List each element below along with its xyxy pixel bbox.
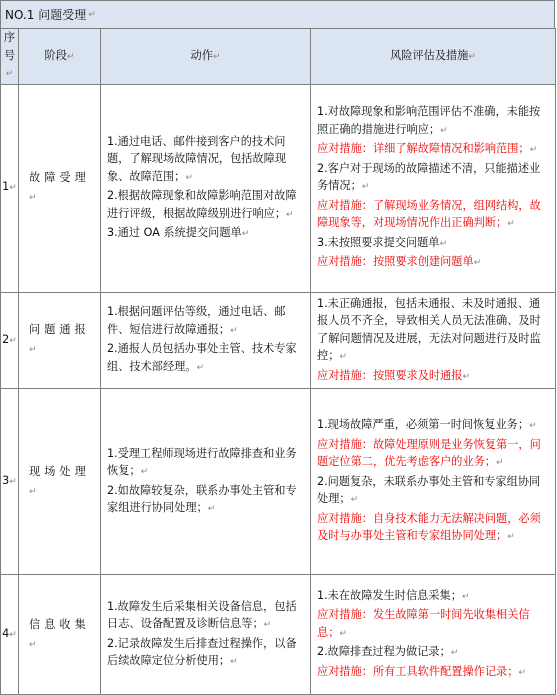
- risk-item: 1.现场故障严重，必须第一时间恢复业务；↵: [317, 418, 537, 432]
- action-item: 1.根据问题评估等级，通过电话、邮件、短信进行故障通报；↵: [107, 305, 286, 336]
- row-action: [101, 389, 311, 575]
- risk-measure: 应对措施：自身技术能力无法解决问题，必须及时与办事处主管和专家组协同处理；↵: [317, 511, 541, 543]
- header-action: 动作↵: [101, 29, 311, 85]
- table-row: [1, 389, 556, 575]
- row-action: [101, 292, 311, 389]
- row-action: [101, 84, 311, 292]
- action-item: 2.根据故障现象和故障影响范围对故障进行评级，根据故障级别进行响应；↵: [107, 189, 297, 220]
- row-seq: 2↵: [1, 292, 19, 389]
- risk-measure: 应对措施：了解现场业务情况，组网结构，故障现象等，对现场情况作出正确判断；↵: [317, 198, 541, 230]
- row-stage: 故障受理↵: [19, 84, 101, 292]
- row-risk: [311, 84, 556, 292]
- risk-item: 2.问题复杂，未联系办事处主管和专家组协同处理；↵: [317, 474, 541, 506]
- row-seq: 3↵: [1, 389, 19, 575]
- header-stage: 阶段↵: [19, 29, 101, 85]
- section-title-bar: [0, 0, 555, 29]
- row-stage: 信息收集↵: [19, 575, 101, 695]
- incident-handling-table: [0, 28, 556, 695]
- action-item: 2.如故障较复杂，联系办事处主管和专家组进行协同处理；↵: [107, 483, 297, 514]
- row-stage: 问题通报↵: [19, 292, 101, 389]
- header-seq: 序号↵: [1, 29, 19, 85]
- action-item: 1.通过电话、邮件接到客户的技术问题，了解现场故障情况，包括故障现象、故障范围；↵: [107, 134, 287, 183]
- risk-measure: 应对措施：按照要求及时通报↵: [317, 368, 470, 382]
- risk-measure: 应对措施：按照要求创建问题单↵: [317, 255, 482, 269]
- paragraph-mark-icon: ↵: [88, 9, 96, 20]
- risk-item: 1.未正确通报，包括未通报、未及时通报、通报人员不齐全，导致相关人员无法准确、及时了解问题情况及进展，无法对问题进行及时监控；↵: [317, 296, 541, 362]
- table-row: [1, 292, 556, 389]
- risk-measure: 应对措施：详细了解故障情况和影响范围；↵: [317, 142, 538, 156]
- risk-item: 2.故障排查过程为做记录；↵: [317, 645, 459, 659]
- action-item: 3.通过 OA 系统提交问题单↵: [107, 226, 250, 239]
- section-title: NO.1 问题受理: [5, 8, 87, 22]
- row-risk: [311, 575, 556, 695]
- row-risk: [311, 389, 556, 575]
- action-item: 2.通报人员包括办事处主管、技术专家组、技术部经理。↵: [107, 342, 297, 373]
- action-item: 1.受理工程师现场进行故障排查和业务恢复；↵: [107, 446, 297, 477]
- risk-item: 1.未在故障发生时信息采集；↵: [317, 588, 470, 602]
- row-action: [101, 575, 311, 695]
- risk-item: 2.客户对于现场的故障描述不清，只能描述业务情况；↵: [317, 161, 541, 193]
- row-seq: 1↵: [1, 84, 19, 292]
- action-item: 1.故障发生后采集相关设备信息，包括日志、设备配置及诊断信息等；↵: [107, 599, 297, 630]
- table-row: [1, 575, 556, 695]
- table-row: [1, 84, 556, 292]
- risk-measure: 应对措施：所有工具软件配置操作记录；↵: [317, 664, 526, 678]
- risk-measure: 应对措施：故障处理原则是业务恢复第一，问题定位第二，优先考虑客户的业务；↵: [317, 437, 541, 469]
- row-stage: 现场处理↵: [19, 389, 101, 575]
- risk-item: 1.对故障现象和影响范围评估不准确，未能按照正确的措施进行响应；↵: [317, 105, 541, 136]
- table-header-row: [1, 29, 556, 85]
- risk-measure: 应对措施：发生故障第一时间先收集相关信息；↵: [317, 608, 530, 639]
- header-risk: 风险评估及措施↵: [311, 29, 556, 85]
- risk-item: 3.未按照要求提交问题单↵: [317, 235, 448, 249]
- action-item: 2.记录故障发生后排查过程操作，以备后续故障定位分析使用；↵: [107, 636, 297, 667]
- row-seq: 4↵: [1, 575, 19, 695]
- row-risk: [311, 292, 556, 389]
